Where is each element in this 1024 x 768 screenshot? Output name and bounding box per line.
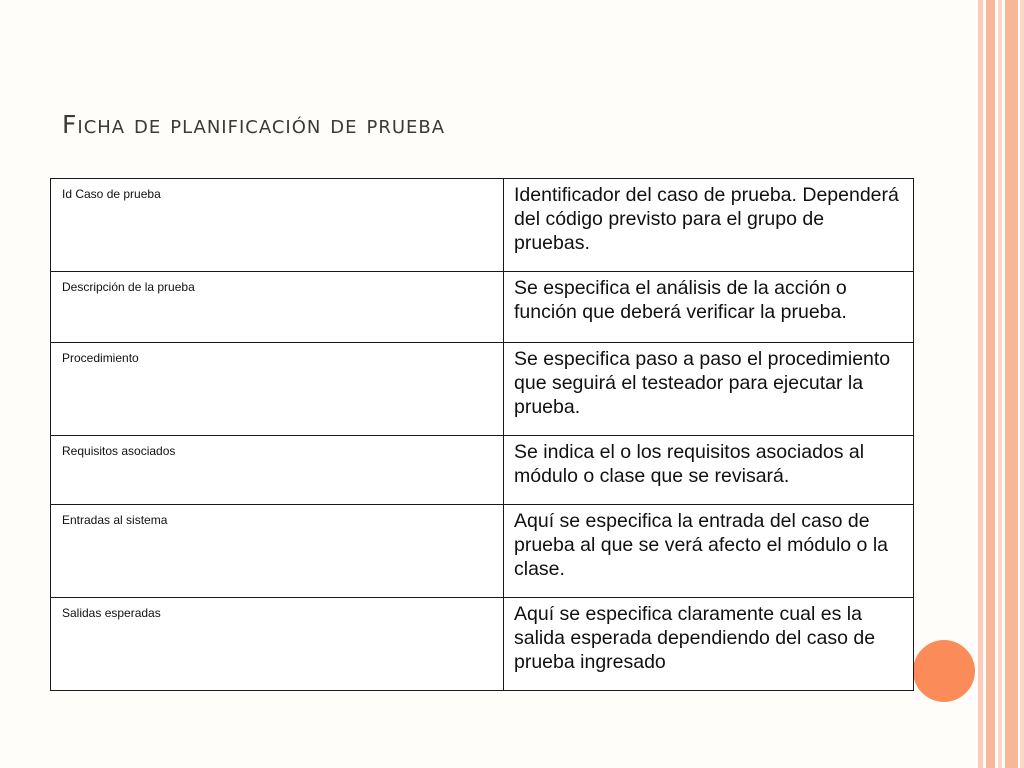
decorative-stripe [1020, 0, 1024, 768]
row-description: Identificador del caso de prueba. Dependerá del código previsto para el grupo de pruebas. [504, 179, 914, 272]
table-row [51, 505, 914, 598]
planning-table [50, 178, 914, 691]
table-row [51, 272, 914, 343]
slide-title: Ficha de planificación de prueba [62, 110, 446, 139]
row-label: Entradas al sistema [51, 505, 504, 598]
row-label: Procedimiento [51, 343, 504, 436]
row-description: Se especifica el análisis de la acción o función que deberá verificar la prueba. [504, 272, 914, 343]
decorative-stripe [986, 0, 995, 768]
row-label: Salidas esperadas [51, 598, 504, 691]
decorative-circle [913, 640, 975, 702]
row-description: Aquí se especifica la entrada del caso de prueba al que se verá afecto el módulo o la clase. [504, 505, 914, 598]
decorative-stripe [998, 0, 1002, 768]
table-row [51, 598, 914, 691]
decorative-stripe [978, 0, 983, 768]
row-label: Descripción de la prueba [51, 272, 504, 343]
decorative-stripe [1005, 0, 1018, 768]
table-row [51, 179, 914, 272]
row-description: Se especifica paso a paso el procedimiento que seguirá el testeador para ejecutar la prueba. [504, 343, 914, 436]
table-row [51, 436, 914, 505]
row-description: Se indica el o los requisitos asociados al módulo o clase que se revisará. [504, 436, 914, 505]
row-description: Aquí se especifica claramente cual es la salida esperada dependiendo del caso de prueba ingresado [504, 598, 914, 691]
row-label: Id Caso de prueba [51, 179, 504, 272]
table-row [51, 343, 914, 436]
row-label: Requisitos asociados [51, 436, 504, 505]
